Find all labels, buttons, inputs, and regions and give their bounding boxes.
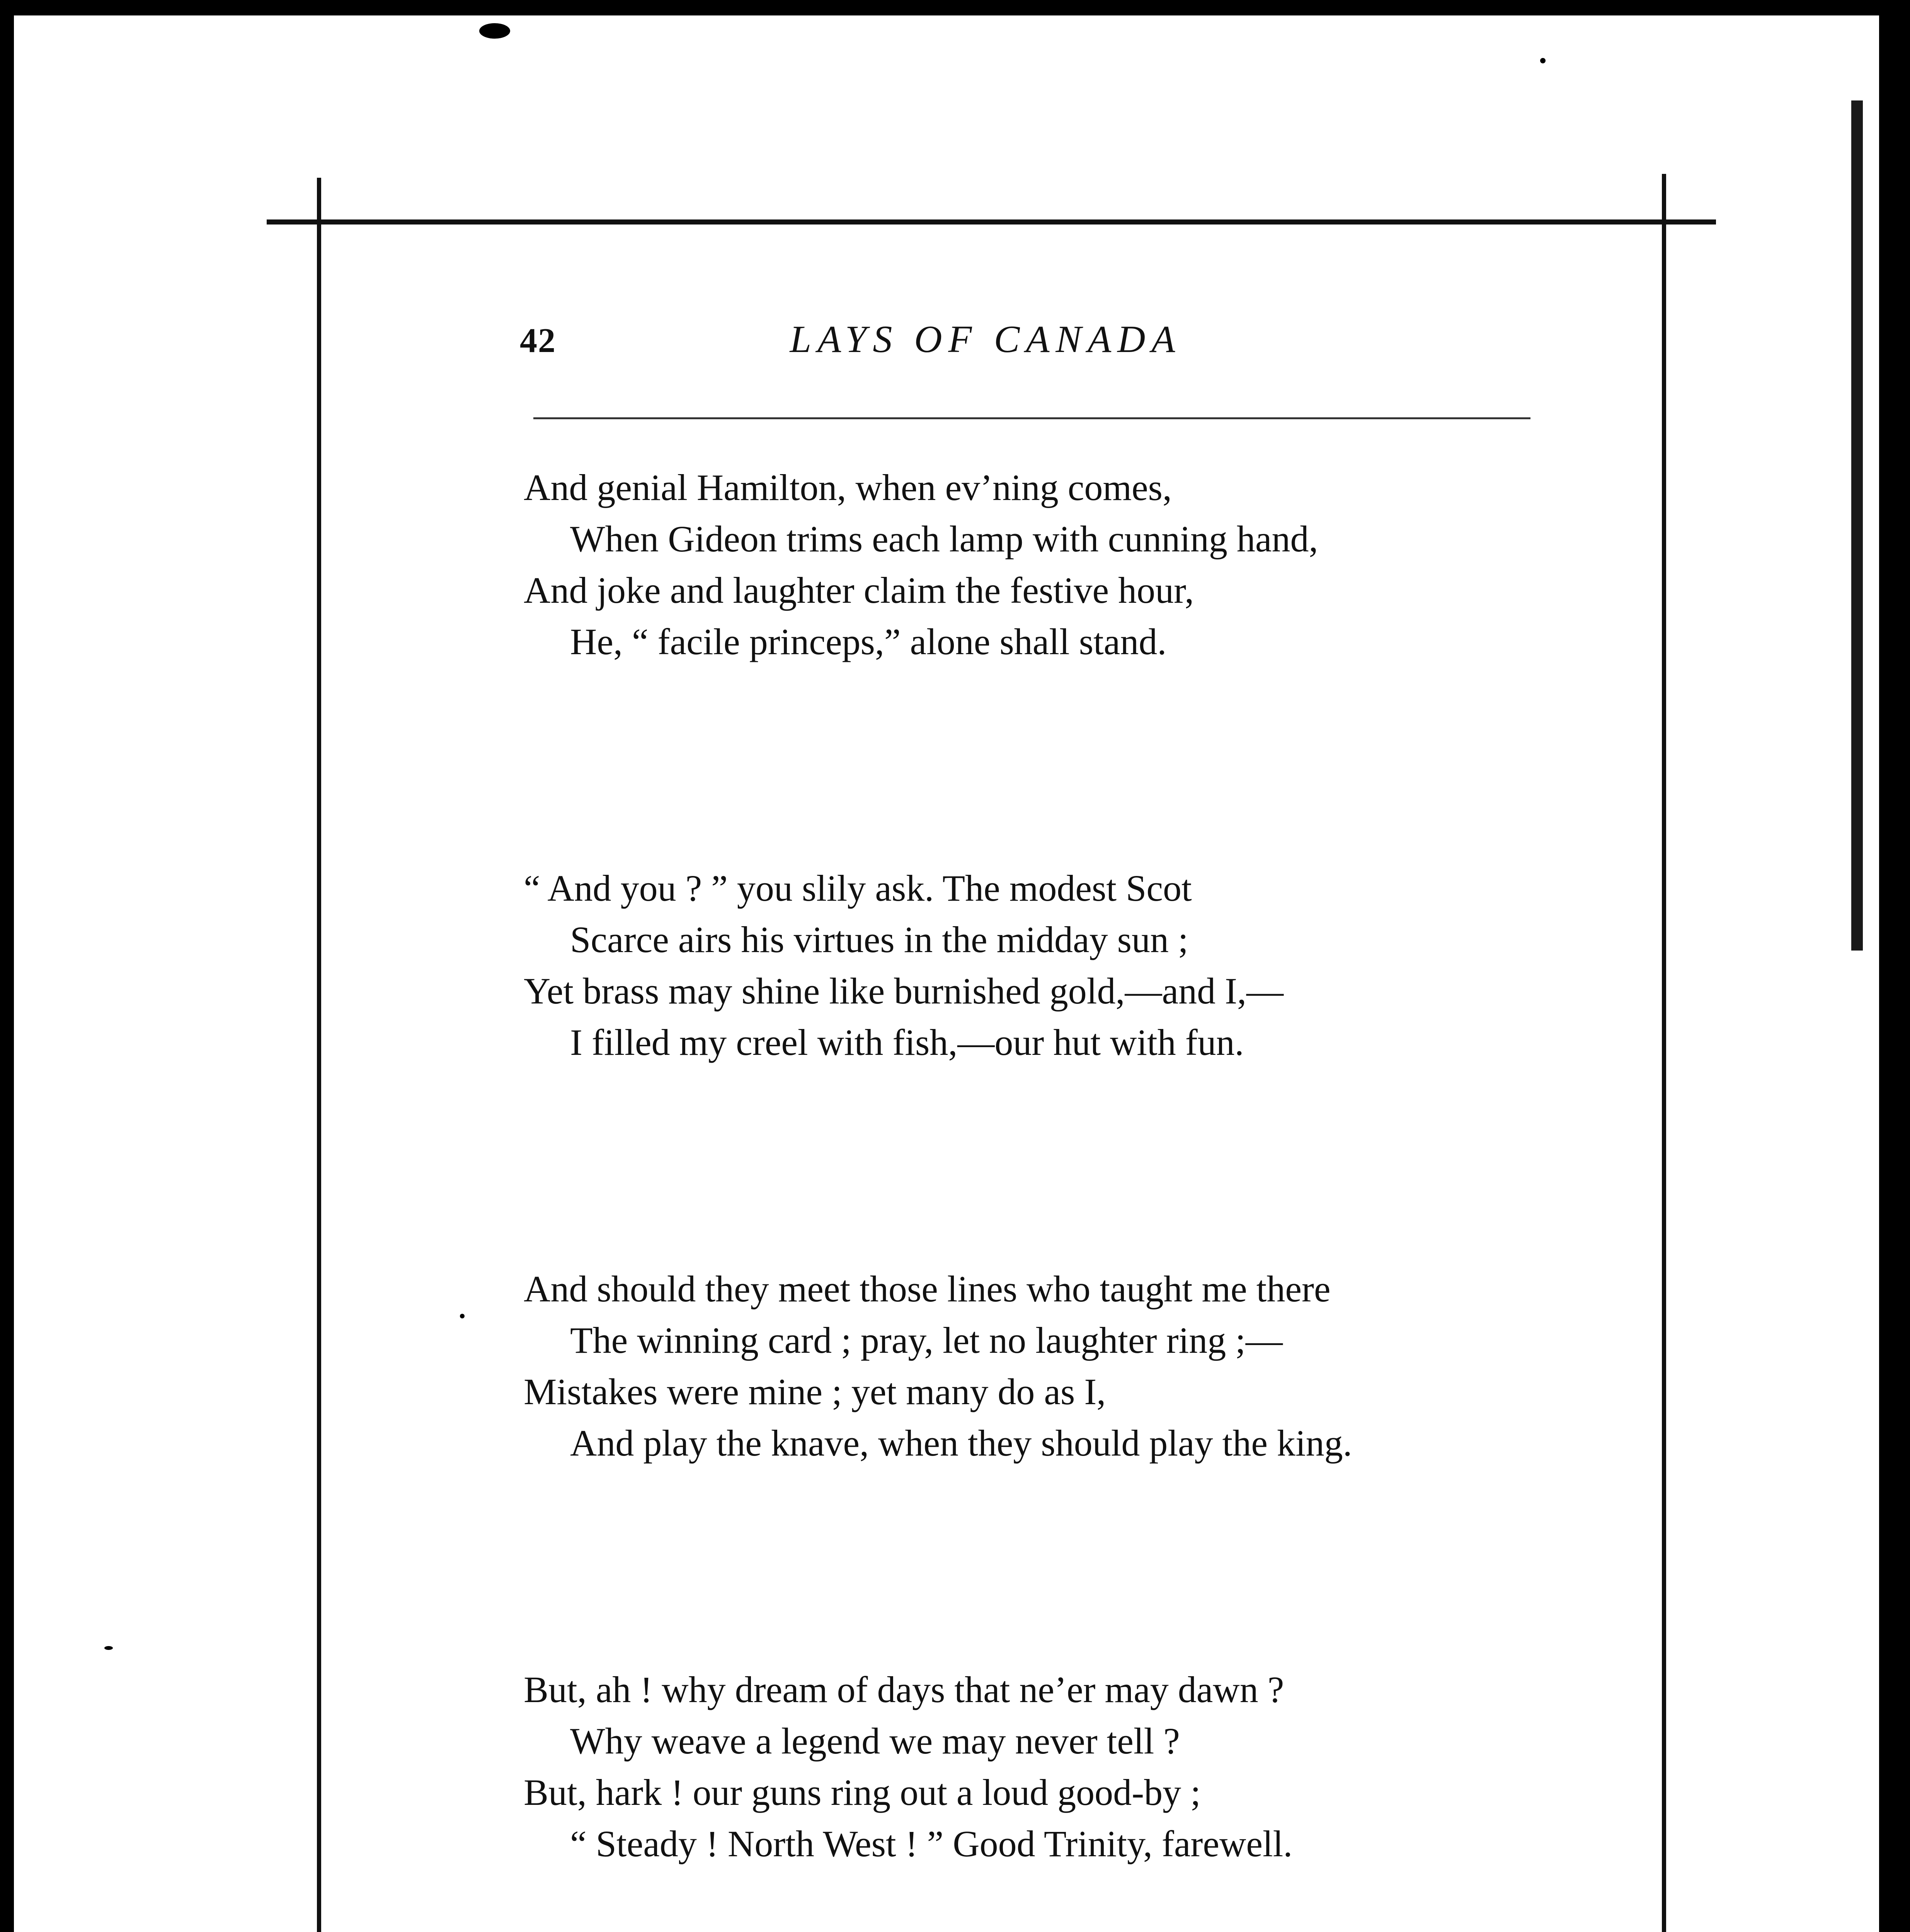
stanza xyxy=(524,1664,1567,1869)
verse-line: And joke and laughter claim the festive hour, xyxy=(524,570,1194,611)
stanza xyxy=(524,462,1567,667)
verse-line: And should they meet those lines who taught me there xyxy=(524,1268,1331,1310)
scan-speck xyxy=(104,1646,113,1650)
verse-line: But, hark ! our guns ring out a loud good-by ; xyxy=(524,1772,1201,1813)
verse-line: Yet brass may shine like burnished gold,—and I,— xyxy=(524,970,1284,1012)
page-number: 42 xyxy=(520,321,556,360)
verse-line: And play the knave, when they should play the king. xyxy=(570,1422,1352,1464)
stanza xyxy=(524,862,1567,1068)
verse-line: Scarce airs his virtues in the midday sun ; xyxy=(570,919,1188,960)
verse-line: Why weave a legend we may never tell ? xyxy=(570,1720,1180,1762)
scan-edge-shadow xyxy=(1851,100,1863,951)
running-title: LAYS OF CANADA xyxy=(790,318,1181,361)
scan-speck xyxy=(479,23,510,39)
scan-edge-top xyxy=(0,0,1910,15)
frame-left-rule xyxy=(317,178,321,1932)
scan-speck xyxy=(460,1314,465,1318)
verse-line: And genial Hamilton, when ev’ning comes, xyxy=(524,467,1172,508)
verse-line: He, “ facile princeps,” alone shall stand. xyxy=(570,621,1167,662)
scan-edge-right xyxy=(1879,0,1910,1932)
verse-line: The winning card ; pray, let no laughter ring ;— xyxy=(570,1320,1283,1361)
verse-line: I filled my creel with fish,—our hut with fun. xyxy=(570,1022,1244,1063)
scan-edge-left xyxy=(0,0,14,1932)
poem xyxy=(524,462,1567,1869)
stanza xyxy=(524,1263,1567,1469)
scan-speck xyxy=(1882,1468,1890,1488)
verse-line: But, ah ! why dream of days that ne’er may dawn ? xyxy=(524,1669,1284,1710)
frame-top-rule xyxy=(267,219,1716,224)
frame-right-rule xyxy=(1662,174,1666,1932)
verse-line: “ And you ? ” you slily ask. The modest Scot xyxy=(524,867,1192,909)
header-rule xyxy=(533,417,1530,419)
verse-line: “ Steady ! North West ! ” Good Trinity, farewell. xyxy=(570,1823,1293,1864)
verse-line: When Gideon trims each lamp with cunning hand, xyxy=(570,518,1318,560)
verse-line: Mistakes were mine ; yet many do as I, xyxy=(524,1371,1106,1412)
scan-speck xyxy=(1540,58,1546,63)
